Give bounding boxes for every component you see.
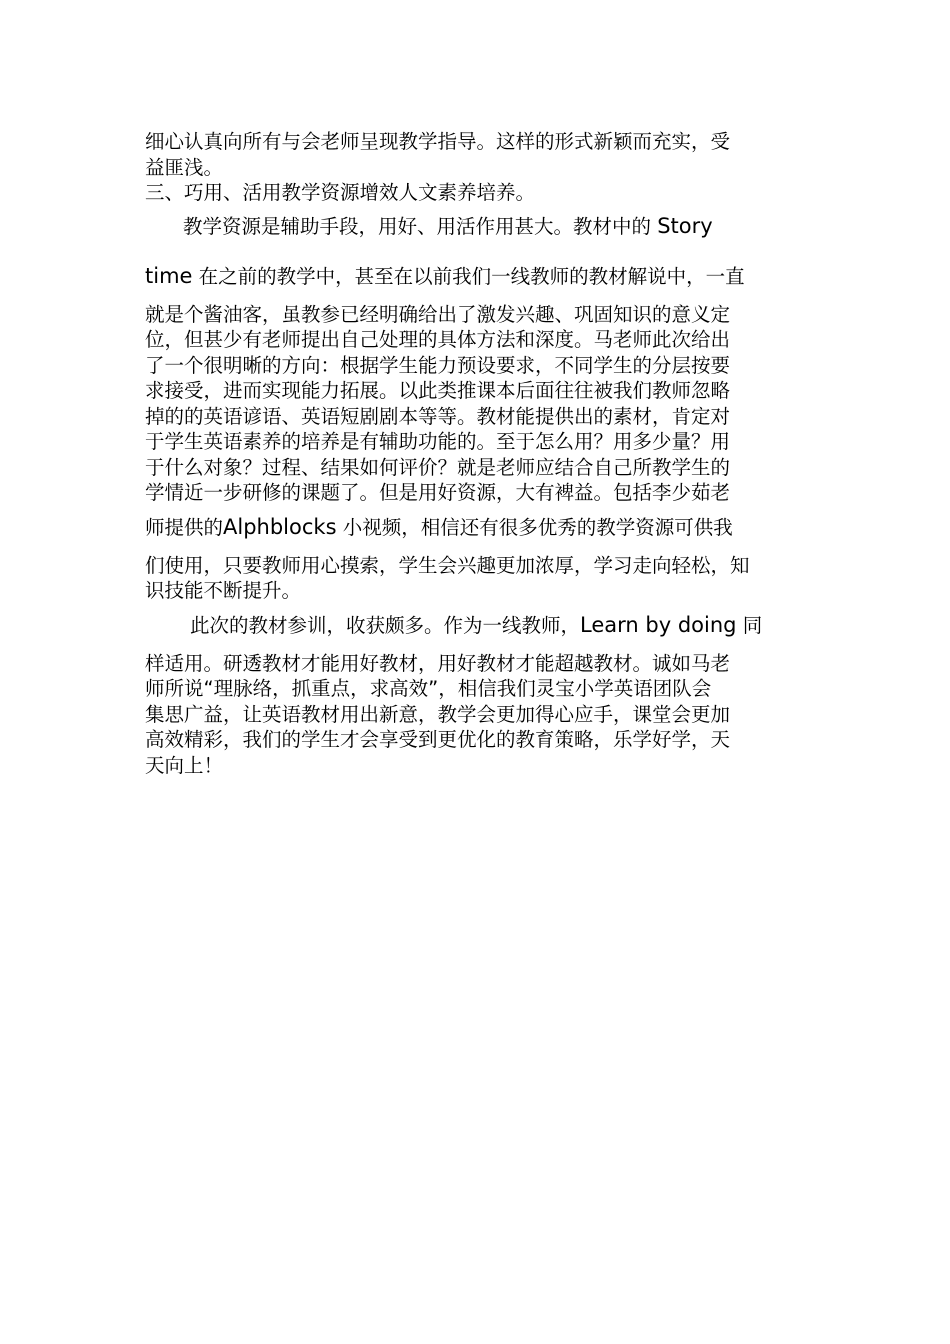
paragraph-line xyxy=(183,211,848,239)
text-run: 掉的的英语谚语、英语短剧剧本等等。教材能提供出的素材，肯定对 xyxy=(145,405,731,428)
paragraph-line xyxy=(145,648,810,676)
text-run: 师所说“理脉络，抓重点，求高效”，相信我们灵宝小学英语团队会 xyxy=(145,677,712,700)
paragraph-line xyxy=(145,699,810,727)
text-run: 集思广益，让英语教材用出新意，教学会更加得心应手，课堂会更加 xyxy=(145,703,731,726)
paragraph-line xyxy=(145,401,810,429)
paragraph-line xyxy=(145,477,810,505)
paragraph-line xyxy=(145,673,810,701)
text-run: 在之前的教学中，甚至在以前我们一线教师的教材解说中，一直 xyxy=(198,265,745,288)
text-run: 天向上！ xyxy=(145,754,224,777)
paragraph-line xyxy=(145,152,810,180)
text-run: 求接受，进而实现能力拓展。以此类推课本后面往往被我们教师忽略 xyxy=(145,379,731,402)
latin-text-run: Alphblocks xyxy=(223,515,337,539)
text-run: 就是个酱油客，虽教参已经明确给出了激发兴趣、巩固知识的意义定 xyxy=(145,303,731,326)
paragraph-line xyxy=(145,261,810,289)
latin-text-run: Story xyxy=(657,214,713,238)
paragraph-line xyxy=(145,350,810,378)
paragraph-line xyxy=(145,724,810,752)
paragraph-line xyxy=(145,126,810,154)
text-run: 师提供的 xyxy=(145,516,224,539)
text-run: 们使用，只要教师用心摸索，学生会兴趣更加浓厚，学习走向轻松，知 xyxy=(145,554,750,577)
text-run: 三、巧用、活用教学资源增效人文素养培养。 xyxy=(145,181,536,204)
paragraph-line xyxy=(145,426,810,454)
text-run: 高效精彩，我们的学生才会享受到更优化的教育策略，乐学好学，天 xyxy=(145,728,731,751)
paragraph-line xyxy=(145,575,810,603)
paragraph-line xyxy=(145,452,810,480)
text-run: 小视频，相信还有很多优秀的教学资源可供我 xyxy=(342,516,733,539)
paragraph-line xyxy=(145,324,810,352)
text-run: 教学资源是辅助手段，用好、用活作用甚大。教材中的 xyxy=(183,215,652,238)
latin-text-run: Learn by doing xyxy=(580,613,737,637)
paragraph-line xyxy=(145,750,810,778)
text-run: 同 xyxy=(742,614,763,637)
text-run: 学情近一步研修的课题了。但是用好资源，大有裨益。包括李少茹老 xyxy=(145,481,731,504)
text-run: 位，但甚少有老师提出自己处理的具体方法和深度。马老师此次给出 xyxy=(145,328,731,351)
paragraph-line xyxy=(145,375,810,403)
paragraph-line xyxy=(190,610,855,638)
paragraph-line xyxy=(145,550,810,578)
latin-text-run: time xyxy=(145,264,193,288)
text-run: 样适用。研透教材才能用好教材，用好教材才能超越教材。诚如马老 xyxy=(145,652,731,675)
text-run: 于学生英语素养的培养是有辅助功能的。至于怎么用？用多少量？用 xyxy=(145,430,731,453)
text-run: 细心认真向所有与会老师呈现教学指导。这样的形式新颖而充实，受 xyxy=(145,130,731,153)
text-run: 此次的教材参训，收获颇多。作为一线教师， xyxy=(190,614,581,637)
text-run: 了一个很明晰的方向：根据学生能力预设要求，不同学生的分层按要 xyxy=(145,354,731,377)
text-run: 益匪浅。 xyxy=(145,156,224,179)
paragraph-line xyxy=(145,299,810,327)
paragraph-line xyxy=(145,512,810,540)
section-heading xyxy=(145,177,810,205)
text-run: 识技能不断提升。 xyxy=(145,579,302,602)
text-run: 于什么对象？过程、结果如何评价？就是老师应结合自己所教学生的 xyxy=(145,456,731,479)
